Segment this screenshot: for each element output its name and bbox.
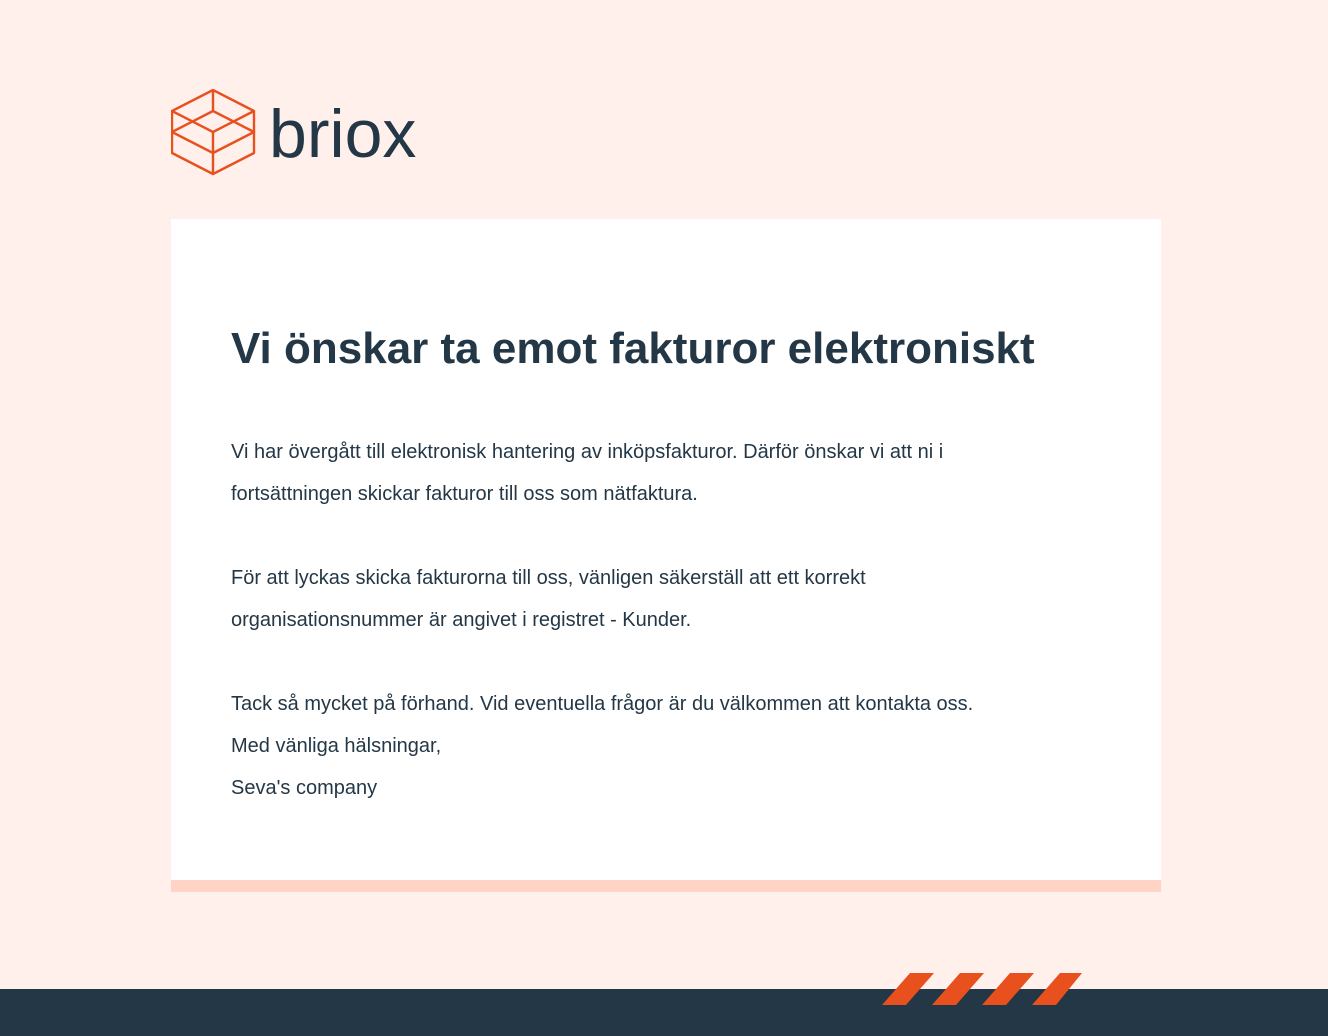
message-content — [231, 319, 1111, 809]
greeting-text: Med vänliga hälsningar, — [231, 735, 442, 757]
thanks-text: Tack så mycket på förhand. Vid eventuella frågor är du välkommen att kontakta oss. — [231, 693, 974, 715]
paragraph-line: organisationsnummer är angivet i registret - Kunder. — [231, 609, 692, 631]
paragraph-org-number — [231, 557, 1111, 641]
paragraph-line: För att lyckas skicka fakturorna till oss, vänligen säkerställ att ett korrekt — [231, 567, 866, 589]
cube-outline-icon — [171, 89, 421, 177]
briox-logo — [171, 89, 421, 177]
brand-name: briox — [269, 96, 417, 172]
paragraph-line: fortsättningen skickar fakturor till oss som nätfaktura. — [231, 483, 698, 505]
paragraph-line: Vi har övergått till elektronisk hantering av inköpsfakturor. Därför önskar vi att ni i — [231, 441, 944, 463]
closing-block — [231, 683, 1111, 809]
message-card — [171, 219, 1161, 880]
message-title: Vi önskar ta emot fakturor elektroniskt — [231, 324, 1035, 373]
footer-bar — [0, 989, 1328, 1036]
orange-stripes-icon — [882, 973, 1082, 1005]
signature-text: Seva's company — [231, 777, 378, 799]
card-accent-bar — [171, 880, 1161, 892]
paragraph-electronic-invoicing — [231, 431, 1111, 515]
